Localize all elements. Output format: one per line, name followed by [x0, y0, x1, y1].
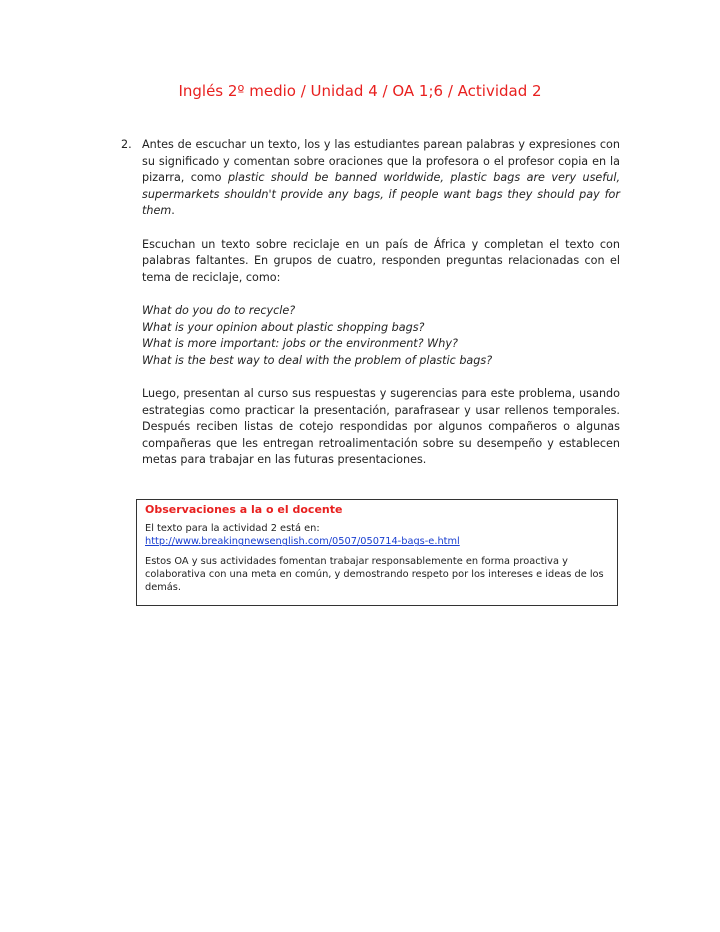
text-source-label: El texto para la actividad 2 está en: — [145, 523, 320, 535]
teacher-observations-box — [136, 499, 618, 606]
paragraph-intro — [142, 137, 620, 220]
item-number: 2. — [121, 138, 132, 151]
intro-end: . — [171, 204, 175, 218]
observations-title: Observaciones a la o el docente — [145, 503, 343, 516]
question-list — [142, 303, 620, 369]
question-item: What do you do to recycle? — [142, 303, 296, 317]
question-item: What is more important: jobs or the environment? Why? — [142, 337, 458, 351]
text-source-link[interactable]: http://www.breakingnewsenglish.com/0507/050714-bags-e.html — [145, 536, 460, 548]
paragraph-listening: Escuchan un texto sobre reciclaje en un país de África y completan el texto con palabras faltantes. En grupos de cuatro, responden preguntas relacionadas con el tema de reciclaje, como: — [142, 237, 620, 284]
example-sentences: plastic should be banned worldwide, plastic bags are very useful, supermarkets shouldn't provide any bags, if people want bags they should pay for them — [142, 171, 621, 218]
question-item: What is your opinion about plastic shopping bags? — [142, 320, 425, 334]
observations-note: Estos OA y sus actividades fomentan trabajar responsablemente en forma proactiva y colaborativa con una meta en común, y demostrando respeto por los intereses e ideas de los demás. — [145, 555, 604, 594]
paragraph-presentation: Luego, presentan al curso sus respuestas y sugerencias para este problema, usando estrategias como practicar la presentación, parafrasear y usar rellenos temporales. Después reciben listas de cotejo respondidas por algunos compañeros o algunas compañeras que les entregan retroalimentación sobre su desempeño y establecen metas para trabajar en las futuras presentaciones. — [142, 386, 620, 467]
question-item: What is the best way to deal with the problem of plastic bags? — [142, 353, 493, 367]
intro-text: Antes de escuchar un texto, los y las estudiantes parean palabras y expresiones con su significado y comentan sobre oraciones que la profesora o el profesor copia en la pizarra, como — [142, 138, 620, 185]
page-title: Inglés 2º medio / Unidad 4 / OA 1;6 / Actividad 2 — [178, 82, 542, 100]
activity-body — [142, 137, 620, 469]
